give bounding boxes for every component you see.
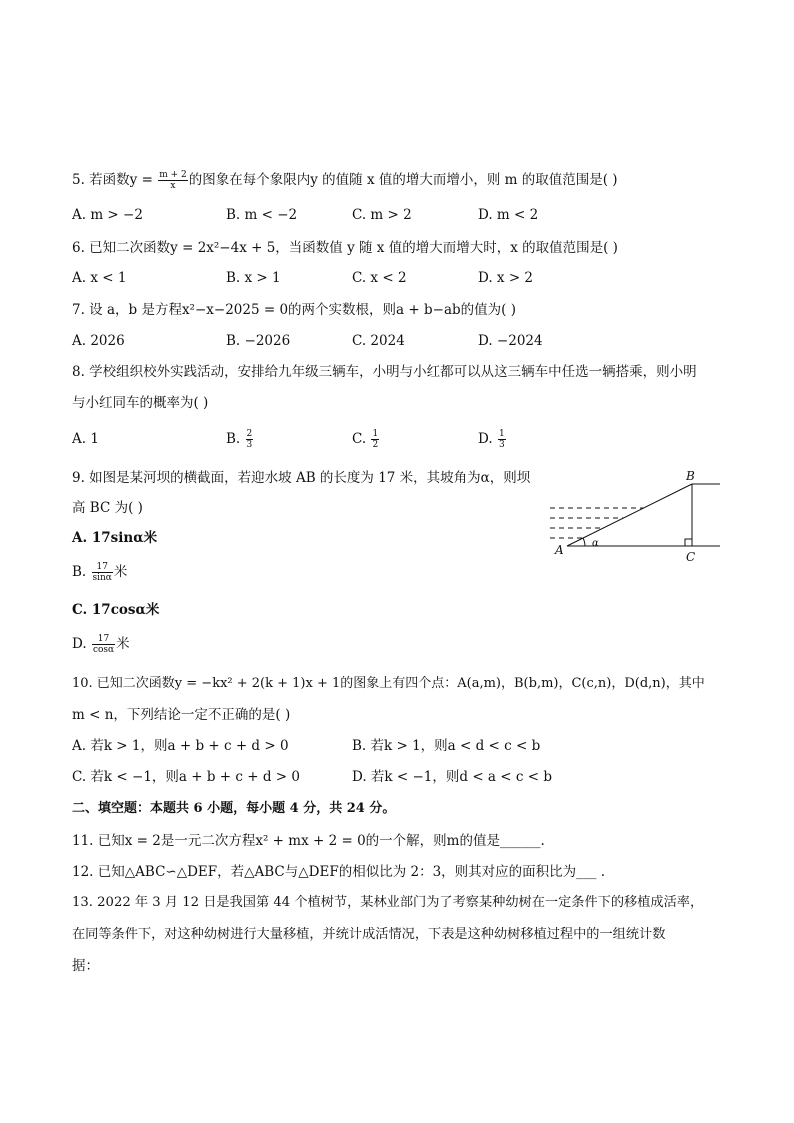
question-5-stem bbox=[72, 170, 618, 191]
question-10-stem-line2: m < n，下列结论一定不正确的是( ) bbox=[72, 707, 291, 723]
q5-stem-end: 的图象在每个象限内y 的值随 x 值的增大而增小，则 m 的取值范围是( ) bbox=[188, 172, 618, 188]
question-7-stem: 7. 设 a，b 是方程x²−x−2025 = 0的两个实数根，则a + b−ab的值为( ) bbox=[72, 302, 516, 318]
q9-b-denominator: sinα bbox=[92, 573, 112, 583]
label-alpha: α bbox=[592, 538, 599, 549]
q8-d-numerator: 1 bbox=[498, 429, 505, 439]
q7-option-c: C. 2024 bbox=[352, 333, 405, 349]
q5-frac-denominator: x bbox=[170, 181, 176, 191]
question-9-stem-line2: 高 BC 为( ) bbox=[72, 500, 143, 516]
angle-arc bbox=[583, 538, 585, 546]
question-8-stem-line2: 与小红同车的概率为( ) bbox=[72, 395, 209, 411]
q8-option-b bbox=[226, 428, 254, 450]
question-11: 11. 已知x = 2是一元二次方程x² + mx + 2 = 0的一个解，则m的值是______. bbox=[72, 833, 545, 849]
question-13-line1: 13. 2022 年 3 月 12 日是我国第 44 个植树节，某林业部门为了考察某种幼树在一定条件下的移植成活率， bbox=[72, 895, 704, 910]
q9-option-d bbox=[72, 634, 130, 655]
label-b: B bbox=[686, 469, 695, 483]
question-6-stem: 6. 已知二次函数y = 2x²−4x + 5，当函数值 y 随 x 值的增大而增大时，x 的取值范围是( ) bbox=[72, 240, 618, 256]
q8-option-a: A. 1 bbox=[72, 431, 99, 447]
q10-option-a: A. 若k > 1，则a + b + c + d > 0 bbox=[72, 738, 289, 754]
q9-d-denominator: cosα bbox=[92, 645, 115, 655]
q8-b-denominator: 3 bbox=[246, 440, 253, 450]
q9-d-suffix: 米 bbox=[116, 636, 130, 652]
q7-option-b: B. −2026 bbox=[226, 333, 291, 349]
right-angle-mark bbox=[685, 539, 692, 546]
q10-option-c: C. 若k < −1，则a + b + c + d > 0 bbox=[72, 769, 300, 785]
slope-ab bbox=[567, 484, 692, 546]
q9-option-c: C. 17cosα米 bbox=[72, 602, 160, 618]
q9-b-numerator: 17 bbox=[92, 562, 113, 573]
question-9-stem-line1: 9. 如图是某河坝的横截面，若迎水坡 AB 的长度为 17 米，其坡角为α，则坝 bbox=[72, 470, 531, 486]
q9-d-prefix: D. bbox=[72, 636, 91, 652]
q9-option-a: A. 17sinα米 bbox=[72, 530, 158, 546]
q8-b-numerator: 2 bbox=[246, 429, 253, 439]
q5-fraction bbox=[158, 170, 188, 191]
q5-option-b: B. m < −2 bbox=[226, 207, 298, 223]
dam-cross-section-figure bbox=[545, 462, 725, 570]
q9-b-suffix: 米 bbox=[113, 564, 128, 580]
label-c: C bbox=[686, 550, 696, 564]
q8-c-prefix: C. bbox=[352, 431, 371, 447]
question-8-options bbox=[72, 428, 732, 454]
question-6-options bbox=[72, 267, 732, 289]
q5-stem-start: 5. 若函数y = bbox=[72, 172, 158, 188]
question-13-line3: 据： bbox=[72, 958, 99, 974]
question-10-options-row2 bbox=[72, 766, 732, 788]
q10-option-d: D. 若k < −1，则d < a < c < b bbox=[352, 769, 552, 785]
q5-option-c: C. m > 2 bbox=[352, 207, 412, 223]
q8-c-numerator: 1 bbox=[372, 429, 379, 439]
q8-option-c bbox=[352, 428, 380, 450]
q5-option-a: A. m > −2 bbox=[72, 207, 143, 223]
q5-option-d: D. m < 2 bbox=[478, 207, 539, 223]
label-a: A bbox=[555, 543, 564, 557]
q8-d-prefix: D. bbox=[478, 431, 497, 447]
q9-option-b bbox=[72, 562, 127, 583]
question-7-options bbox=[72, 330, 732, 352]
q6-option-b: B. x > 1 bbox=[226, 270, 281, 286]
q10-option-b: B. 若k > 1，则a < d < c < b bbox=[352, 738, 541, 754]
q9-d-numerator: 17 bbox=[92, 634, 115, 645]
question-13-line2: 在同等条件下，对这种幼树进行大量移植，并统计成活情况，下表是这种幼树移植过程中的一组统计数 bbox=[72, 927, 666, 942]
question-8-stem-line1: 8. 学校组织校外实践活动，安排给九年级三辆车，小明与小红都可以从这三辆车中任选一辆搭乘，则小明 bbox=[72, 364, 697, 380]
q6-option-a: A. x < 1 bbox=[72, 270, 127, 286]
q8-c-denominator: 2 bbox=[372, 440, 379, 450]
q8-b-prefix: B. bbox=[226, 431, 245, 447]
q8-d-denominator: 3 bbox=[498, 440, 505, 450]
q7-option-a: A. 2026 bbox=[72, 333, 125, 349]
q6-option-c: C. x < 2 bbox=[352, 270, 407, 286]
q7-option-d: D. −2024 bbox=[478, 333, 543, 349]
q9-b-prefix: B. bbox=[72, 564, 91, 580]
question-10-stem-line1: 10. 已知二次函数y = −kx² + 2(k + 1)x + 1的图象上有四个点：A(a,m)，B(b,m)，C(c,n)，D(d,n)，其中 bbox=[72, 676, 705, 691]
question-10-options-row1 bbox=[72, 735, 732, 757]
q5-frac-numerator: m + 2 bbox=[159, 170, 187, 180]
water-lines bbox=[550, 508, 644, 538]
question-5-options bbox=[72, 204, 732, 226]
question-12: 12. 已知△ABC∽△DEF，若△ABC与△DEF的相似比为 2：3，则其对应的面积比为___ . bbox=[72, 864, 605, 880]
q6-option-d: D. x > 2 bbox=[478, 270, 534, 286]
q8-option-d bbox=[478, 428, 507, 450]
section-2-heading: 二、填空题：本题共 6 小题，每小题 4 分，共 24 分。 bbox=[72, 801, 396, 816]
